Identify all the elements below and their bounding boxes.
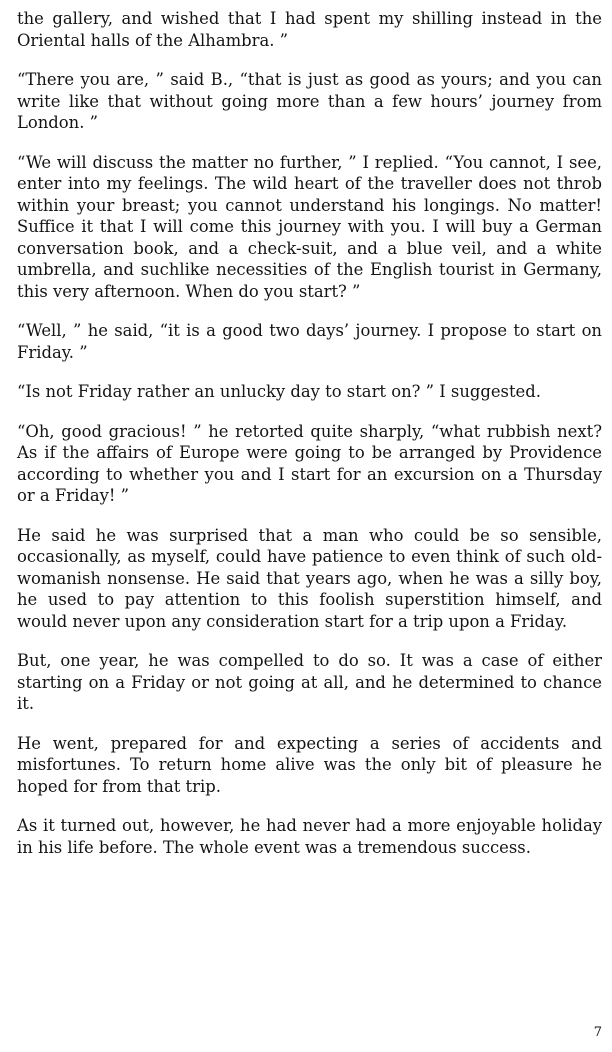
paragraph-5: “Is not Friday rather an unlucky day to start on? ” I suggested. — [17, 382, 541, 401]
page-number: 7 — [593, 1025, 602, 1040]
paragraph-7: He said he was surprised that a man who could be so sensible, occasionally, as myself, could have patience to even think of such old-womanish nonsense. He said that years ago, when he was a silly boy, he used to pay attention to this foolish superstition himself, and would never upon any consideration start for a trip upon a Friday. — [17, 525, 602, 631]
paragraph-8: But, one year, he was compelled to do so. It was a case of either starting on a Friday or not going at all, and he determined to chance it. — [17, 651, 602, 713]
paragraph-10: As it turned out, however, he had never had a more enjoyable holiday in his life before. The whole event was a tremendous success. — [17, 816, 602, 857]
paragraph-9: He went, prepared for and expecting a series of accidents and misfortunes. To return home alive was the only bit of pleasure he hoped for from that trip. — [17, 733, 602, 796]
page-body — [17, 8, 602, 858]
paragraph-2: “There you are, ” said B., “that is just as good as yours; and you can write like that without going more than a few hours’ journey from London. ” — [17, 70, 602, 132]
paragraph-3: “We will discuss the matter no further, ” I replied. “You cannot, I see, enter into my feelings. The wild heart of the traveller does not throb within your breast; you cannot understand his longings. No matter! Suffice it that I will come this journey with you. I will buy a German conversation book, and a check-suit, and a blue veil, and a white umbrella, and suchlike necessities of the English tourist in Germany, this very afternoon. When do you start? ” — [17, 152, 602, 301]
paragraph-6: “Oh, good gracious! ” he retorted quite sharply, “what rubbish next? As if the affairs of Europe were going to be arranged by Providence according to whether you and I start for an excursion on a Thursday or a Friday! ” — [17, 421, 602, 505]
paragraph-4: “Well, ” he said, “it is a good two days’ journey. I propose to start on Friday. ” — [17, 321, 602, 362]
paragraph-1: the gallery, and wished that I had spent my shilling instead in the Oriental halls of the Alhambra. ” — [17, 9, 602, 50]
